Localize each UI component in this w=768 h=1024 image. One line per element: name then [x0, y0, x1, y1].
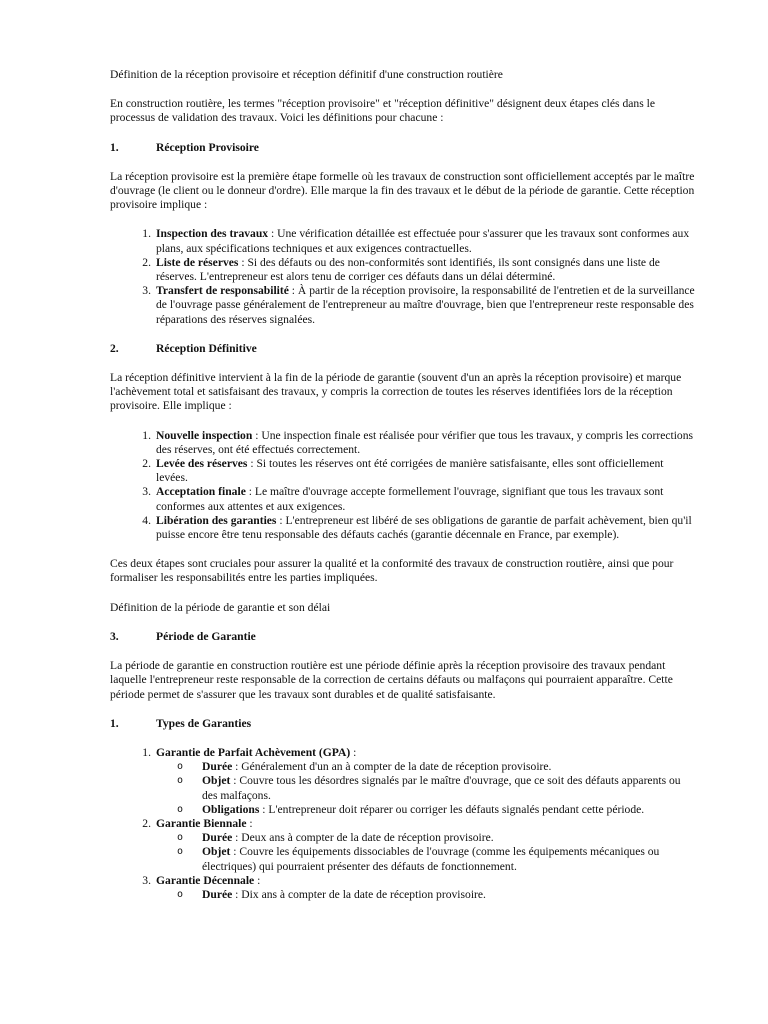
section-number: 3. — [110, 629, 119, 643]
bullet-list — [156, 888, 695, 902]
list-number: 1. — [142, 227, 151, 241]
bullet-label: Durée — [202, 760, 233, 774]
list-item-text: : Si des défauts ou des non-conformités sont identifiés, ils sont consignés dans une liste de réserves. L'entrepreneur est alors tenu de corriger ces défauts dans un délai déterminé. — [156, 255, 660, 284]
section-title: Période de Garantie — [156, 629, 256, 643]
list-item-text: : — [350, 745, 357, 759]
intro-paragraph: En construction routière, les termes "réception provisoire" et "réception définitive" désignent deux étapes clés dans le processus de validation des travaux. Voici les définitions pour chacune : — [110, 97, 655, 125]
list-item-text: : Le maître d'ouvrage accepte formellement l'ouvrage, signifiant que tous les travaux sont conformes aux attentes et aux exigences. — [156, 485, 664, 513]
list-item — [110, 284, 695, 327]
list-item-text: : Une inspection finale est réalisée pour vérifier que tous les travaux, y compris les corrections des réserves, ont été effectués correctement. — [156, 428, 694, 456]
list-item — [110, 514, 695, 542]
bullet-text: : Généralement d'un an à compter de la date de réception provisoire. — [232, 760, 552, 774]
bullet-label: Durée — [202, 831, 233, 845]
bullet-marker: o — [177, 832, 184, 844]
bullet-item — [156, 888, 695, 902]
section-number: 1. — [110, 716, 119, 730]
bullet-label: Obligations — [202, 802, 260, 816]
list-item-label: Liste de réserves — [156, 255, 239, 269]
list-number: 2. — [142, 255, 151, 269]
list-item — [110, 817, 695, 874]
bullet-item — [156, 831, 695, 845]
bullet-marker: o — [177, 888, 184, 900]
list-item-text: : Si toutes les réserves ont été corrigées de manière satisfaisante, elles sont officiellement levées. — [156, 457, 664, 485]
list-number: 2. — [142, 816, 151, 830]
bullet-marker: o — [177, 775, 184, 787]
list-item-label: Inspection des travaux — [156, 227, 269, 241]
bullet-item — [156, 845, 695, 873]
list-number: 2. — [142, 457, 151, 471]
document-body — [110, 68, 695, 902]
bullet-list — [156, 760, 695, 817]
bullet-text: : Couvre tous les désordres signalés par le maître d'ouvrage, que ce soit des défauts apparents ou des malfaçons. — [202, 774, 681, 802]
list-item-label: Transfert de responsabilité — [156, 284, 289, 298]
bullet-list — [156, 831, 695, 874]
list-number: 3. — [142, 873, 151, 887]
list-item-label: Libération des garanties — [156, 513, 277, 527]
list-item-text: : — [254, 873, 261, 887]
list-number: 1. — [142, 428, 151, 442]
bullet-item — [156, 803, 695, 817]
list-item — [110, 256, 695, 284]
bullet-marker: o — [177, 803, 184, 815]
bullet-item — [156, 760, 695, 774]
numbered-list — [110, 746, 695, 902]
list-item — [110, 429, 695, 457]
list-number: 1. — [142, 745, 151, 759]
list-item-label: Garantie de Parfait Achèvement (GPA) — [156, 745, 351, 759]
bullet-text: : L'entrepreneur doit réparer ou corriger les défauts signalés pendant cette période. — [259, 802, 645, 816]
section-title: Réception Définitive — [156, 341, 257, 355]
conclusion-paragraph: Ces deux étapes sont cruciales pour assurer la qualité et la conformité des travaux de construction routière, ainsi que pour formaliser les responsabilités entre les parties impliquées. — [110, 557, 674, 585]
section-number: 2. — [110, 341, 119, 355]
section-number: 1. — [110, 140, 119, 154]
bullet-text: : Dix ans à compter de la date de réception provisoire. — [232, 887, 486, 901]
bullet-label: Objet — [202, 845, 231, 859]
numbered-list — [110, 227, 695, 326]
list-item-label: Acceptation finale — [156, 485, 246, 499]
list-item-label: Garantie Décennale — [156, 873, 255, 887]
bullet-item — [156, 774, 695, 802]
section-title: Types de Garanties — [156, 716, 252, 730]
section-heading-types-garanties — [110, 717, 695, 731]
document-title: Définition de la réception provisoire et réception définitif d'une construction routière — [110, 68, 503, 81]
bullet-text: : Deux ans à compter de la date de réception provisoire. — [232, 831, 494, 845]
list-item — [110, 227, 695, 255]
list-number: 3. — [142, 485, 151, 499]
bullet-label: Durée — [202, 887, 233, 901]
list-item-text: : — [246, 816, 253, 830]
list-item — [110, 874, 695, 902]
bullet-marker: o — [177, 846, 184, 858]
section-paragraph: La réception provisoire est la première étape formelle où les travaux de construction sont officiellement acceptés par le maître d'ouvrage (le client ou le donneur d'ordre). Elle marque la fin des travaux et le début de la période de garantie. Cette réception provisoire implique : — [110, 169, 695, 212]
section-title: Réception Provisoire — [156, 140, 259, 154]
list-item-text: : L'entrepreneur est libéré de ses obligations de garantie de parfait achèvement, bien qu'il puisse encore être tenu responsable des défauts cachés (garantie décennale en France, par exemple). — [156, 513, 692, 542]
section-heading-reception-provisoire — [110, 141, 695, 155]
document-subtitle: Définition de la période de garantie et son délai — [110, 600, 331, 614]
section-heading-periode-garantie — [110, 630, 695, 644]
bullet-label: Objet — [202, 774, 231, 788]
list-item-label: Nouvelle inspection — [156, 428, 253, 442]
list-number: 4. — [142, 513, 151, 527]
section-paragraph: La période de garantie en construction routière est une période définie après la réception provisoire des travaux pendant laquelle l'entrepreneur reste responsable de la correction de certains défauts ou malfaçons qui pourraient apparaître. Cette période permet de s'assurer que les travaux sont durables et de qualité satisfaisante. — [110, 659, 673, 701]
list-item-text: : Une vérification détaillée est effectuée pour s'assurer que les travaux sont conformes aux plans, aux spécifications techniques et aux exigences contractuelles. — [156, 227, 690, 255]
section-heading-reception-definitive — [110, 342, 695, 356]
numbered-list — [110, 429, 695, 543]
list-item — [110, 457, 695, 485]
list-item-label: Levée des réserves — [156, 457, 248, 471]
list-item — [110, 746, 695, 817]
section-paragraph: La réception définitive intervient à la fin de la période de garantie (souvent d'un an après la réception provisoire) et marque l'achèvement total et satisfaisant des travaux, y compris la correction de toutes les réserves identifiées lors de la réception provisoire. Elle implique : — [110, 371, 682, 413]
bullet-marker: o — [177, 761, 184, 773]
list-number: 3. — [142, 284, 151, 298]
bullet-text: : Couvre les équipements dissociables de l'ouvrage (comme les équipements mécaniques ou électriques) qui pourraient présenter des défauts de fonctionnement. — [202, 845, 660, 873]
list-item-label: Garantie Biennale — [156, 816, 247, 830]
list-item — [110, 485, 695, 513]
list-item-text: : À partir de la réception provisoire, la responsabilité de l'entretien et de la surveillance de l'ouvrage passe généralement de l'entrepreneur au maître d'ouvrage, bien que l'entrepreneur reste responsable des réparations des réserves signalées. — [156, 284, 695, 326]
